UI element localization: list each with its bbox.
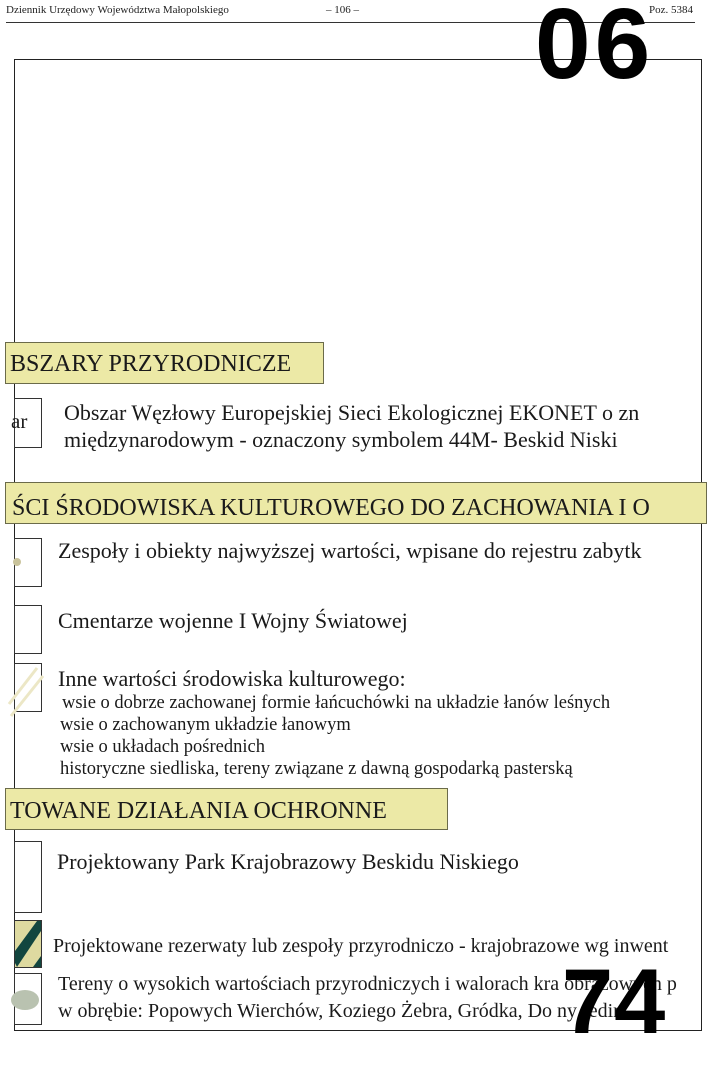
legend-swatch-ekonet (11, 398, 42, 448)
legend-swatch-high-value-areas (14, 973, 42, 1025)
legend-high-value-areas-line2: w obrębie: Popowych Wierchów, Koziego Żebra, Gródka, Do ny Iedin (58, 1000, 624, 1022)
legend-section-title-protection-text: TOWANE DZIAŁANIA OCHRONNE (10, 798, 387, 824)
legend-swatch-register-monuments (14, 538, 42, 587)
legend-swatch-ekonet-label: ar (11, 409, 28, 433)
cultural-values-hatch (15, 664, 41, 711)
legend-cultural-values-sub2: wsie o zachowanym układzie łanowym (60, 715, 351, 735)
legend-register-monuments: Zespoły i obiekty najwyższej wartości, wpisane do rejestru zabytk (58, 538, 642, 563)
legend-cultural-values-sub3: wsie o układach pośrednich (60, 737, 265, 757)
header-page-number: – 106 – (326, 4, 359, 16)
legend-war-cemeteries: Cmentarze wojenne I Wojny Światowej (58, 608, 408, 633)
legend-cultural-values-sub1: wsie o dobrze zachowanej formie łańcuchówki na układzie łanów leśnych (62, 693, 611, 713)
legend-cultural-values-title: Inne wartości środowiska kulturowego: (58, 666, 406, 691)
legend-swatch-reserves (14, 920, 42, 968)
reserves-hatch (15, 921, 41, 967)
legend-reserves: Projektowane rezerwaty lub zespoły przyrodniczo - krajobrazowe wg inwent (53, 935, 669, 957)
header-journal-title: Dziennik Urzędowy Województwa Małopolskiego (6, 4, 229, 16)
legend-high-value-areas-line1: Tereny o wysokich wartościach przyrodniczych i walorach kra obrazowych p (58, 973, 677, 995)
legend-ekonet-line2: międzynarodowym - oznaczony symbolem 44M- Beskid Niski (64, 427, 618, 452)
legend-ekonet-line1: Obszar Węzłowy Europejskiej Sieci Ekologicznej EKONET o zn (64, 400, 640, 425)
legend-section-title-culture-text: ŚCI ŚRODOWISKA KULTUROWEGO DO ZACHOWANIA I O (12, 495, 650, 521)
high-value-areas-symbol (15, 974, 41, 1024)
legend-swatch-landscape-park (14, 841, 42, 913)
legend-section-title-nature-text: BSZARY PRZYRODNICZE (10, 351, 292, 377)
legend-cultural-values-sub4: historyczne siedliska, tereny związane z dawną gospodarką pasterską (60, 759, 573, 779)
legend-section-title-culture (5, 482, 707, 524)
map-label-top: 06 (535, 0, 655, 100)
register-monuments-symbol (15, 539, 41, 586)
legend-swatch-war-cemeteries (14, 605, 42, 654)
legend-swatch-cultural-values (14, 663, 42, 712)
legend-section-title-nature (5, 342, 324, 384)
legend-section-title-protection (5, 788, 448, 830)
header-position: Poz. 5384 (649, 4, 693, 16)
map-label-bottom: 74 (562, 951, 667, 1053)
legend-landscape-park: Projektowany Park Krajobrazowy Beskidu Niskiego (57, 849, 519, 874)
